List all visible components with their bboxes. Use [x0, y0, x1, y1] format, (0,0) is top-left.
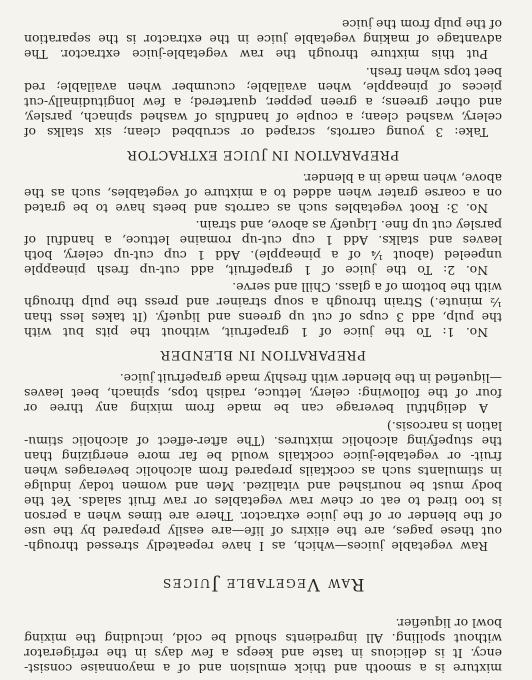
text-line: leaves and stalks. Add 1 cup cut-up romaine lettuce, a handful of	[24, 233, 502, 248]
text-line: No. 3: Root vegetables such as carrots and beets have to be grated	[24, 201, 488, 216]
text-line: pieces of pineapple, when available; cucumber when available; red	[24, 80, 502, 95]
text-line: without spoiling. All ingredients should be cold, including the mixing	[24, 631, 502, 646]
section-heading-blender: PREPARATION IN BLENDER	[160, 347, 366, 362]
text-line: Put this mixture through the raw vegetable-juice extractor. The	[24, 47, 488, 62]
text-line: mixture is a smooth and thick emulsion and of a mayonnaise consist-	[24, 661, 502, 676]
text-line: body must be nourished and vitalized. Men and women today indulge	[24, 479, 502, 494]
text-line: is too tired to eat or chew raw vegetables or raw fruit salads. Yet the	[24, 494, 502, 509]
text-line: the stupefying alcoholic mixtures. (The after-effect of alcoholic stimu-	[24, 434, 502, 449]
text-line: Take: 3 young carrots, scraped or scrubbed clean; six stalks of	[24, 125, 488, 140]
text-line: No. 1: To the juice of 1 grapefruit, without the pits but with	[24, 325, 488, 340]
text-line: bowl or liquefier.	[395, 616, 502, 631]
text-line: unpeeled (about ¼ of a pineapple). Add 1 cup cut-up celery, both	[24, 248, 502, 263]
text-line: lation is narcosis.)	[386, 419, 502, 434]
text-line: ency. It is delicious in taste and keeps a few days in the refrigerator	[24, 646, 502, 661]
text-line: in stimulants such as cocktails prepared from alcoholic beverages when	[24, 464, 502, 479]
text-line: of the pulp from the juice	[342, 17, 502, 32]
text-line: celery, washed clean; a couple of handfuls of washed spinach, parsley,	[24, 110, 502, 125]
text-line: ½ minute.) Strain through a soup strainer and press the pulp through	[24, 295, 502, 310]
text-line: fruit- or vegetable-juice cocktails would be far more energizing than	[24, 449, 502, 464]
section-title: Raw Vegetable Juices	[161, 574, 365, 594]
text-line: above, when made in a blender.	[302, 171, 502, 186]
text-line: of the blender or of the juice extractor. There are times when a person	[24, 509, 502, 524]
text-line: Raw vegetable juices—which, as I have repeatedly stressed through-	[24, 539, 488, 554]
text-line: and other greens; a green pepper, quartered; a few longitudinally-cut	[24, 95, 502, 110]
text-line: four of the following: celery, lettuce, radish tops, spinach, beet leaves	[24, 386, 502, 401]
text-line: on a coarse grater when added to a mixture of vegetables, such as the	[24, 186, 502, 201]
text-line: advantage of making vegetable juice in the extractor is the separation	[24, 32, 502, 47]
text-line: with the bottom of a glass. Chill and serve.	[232, 280, 502, 295]
text-line: —liquefied in the blender with freshly made grapefruit juice.	[119, 371, 502, 386]
text-line: the pulp, add 3 cups of cut up greens and liquefy. (It takes less than	[24, 310, 502, 325]
text-line: parsley cut up fine. Liquefy as above, and strain.	[195, 218, 502, 233]
text-line: No. 2: To the juice of 1 grapefruit, add cut-up fresh pineapple	[24, 263, 488, 278]
section-heading-extractor: PREPARATION IN JUICE EXTRACTOR	[126, 147, 400, 162]
text-line: out these pages, are the elixirs of life—are easily prepared by the use	[24, 524, 502, 539]
text-line: beet tops when fresh.	[365, 65, 502, 80]
text-line: A delightful beverage can be made from mixing any three or	[24, 401, 488, 416]
